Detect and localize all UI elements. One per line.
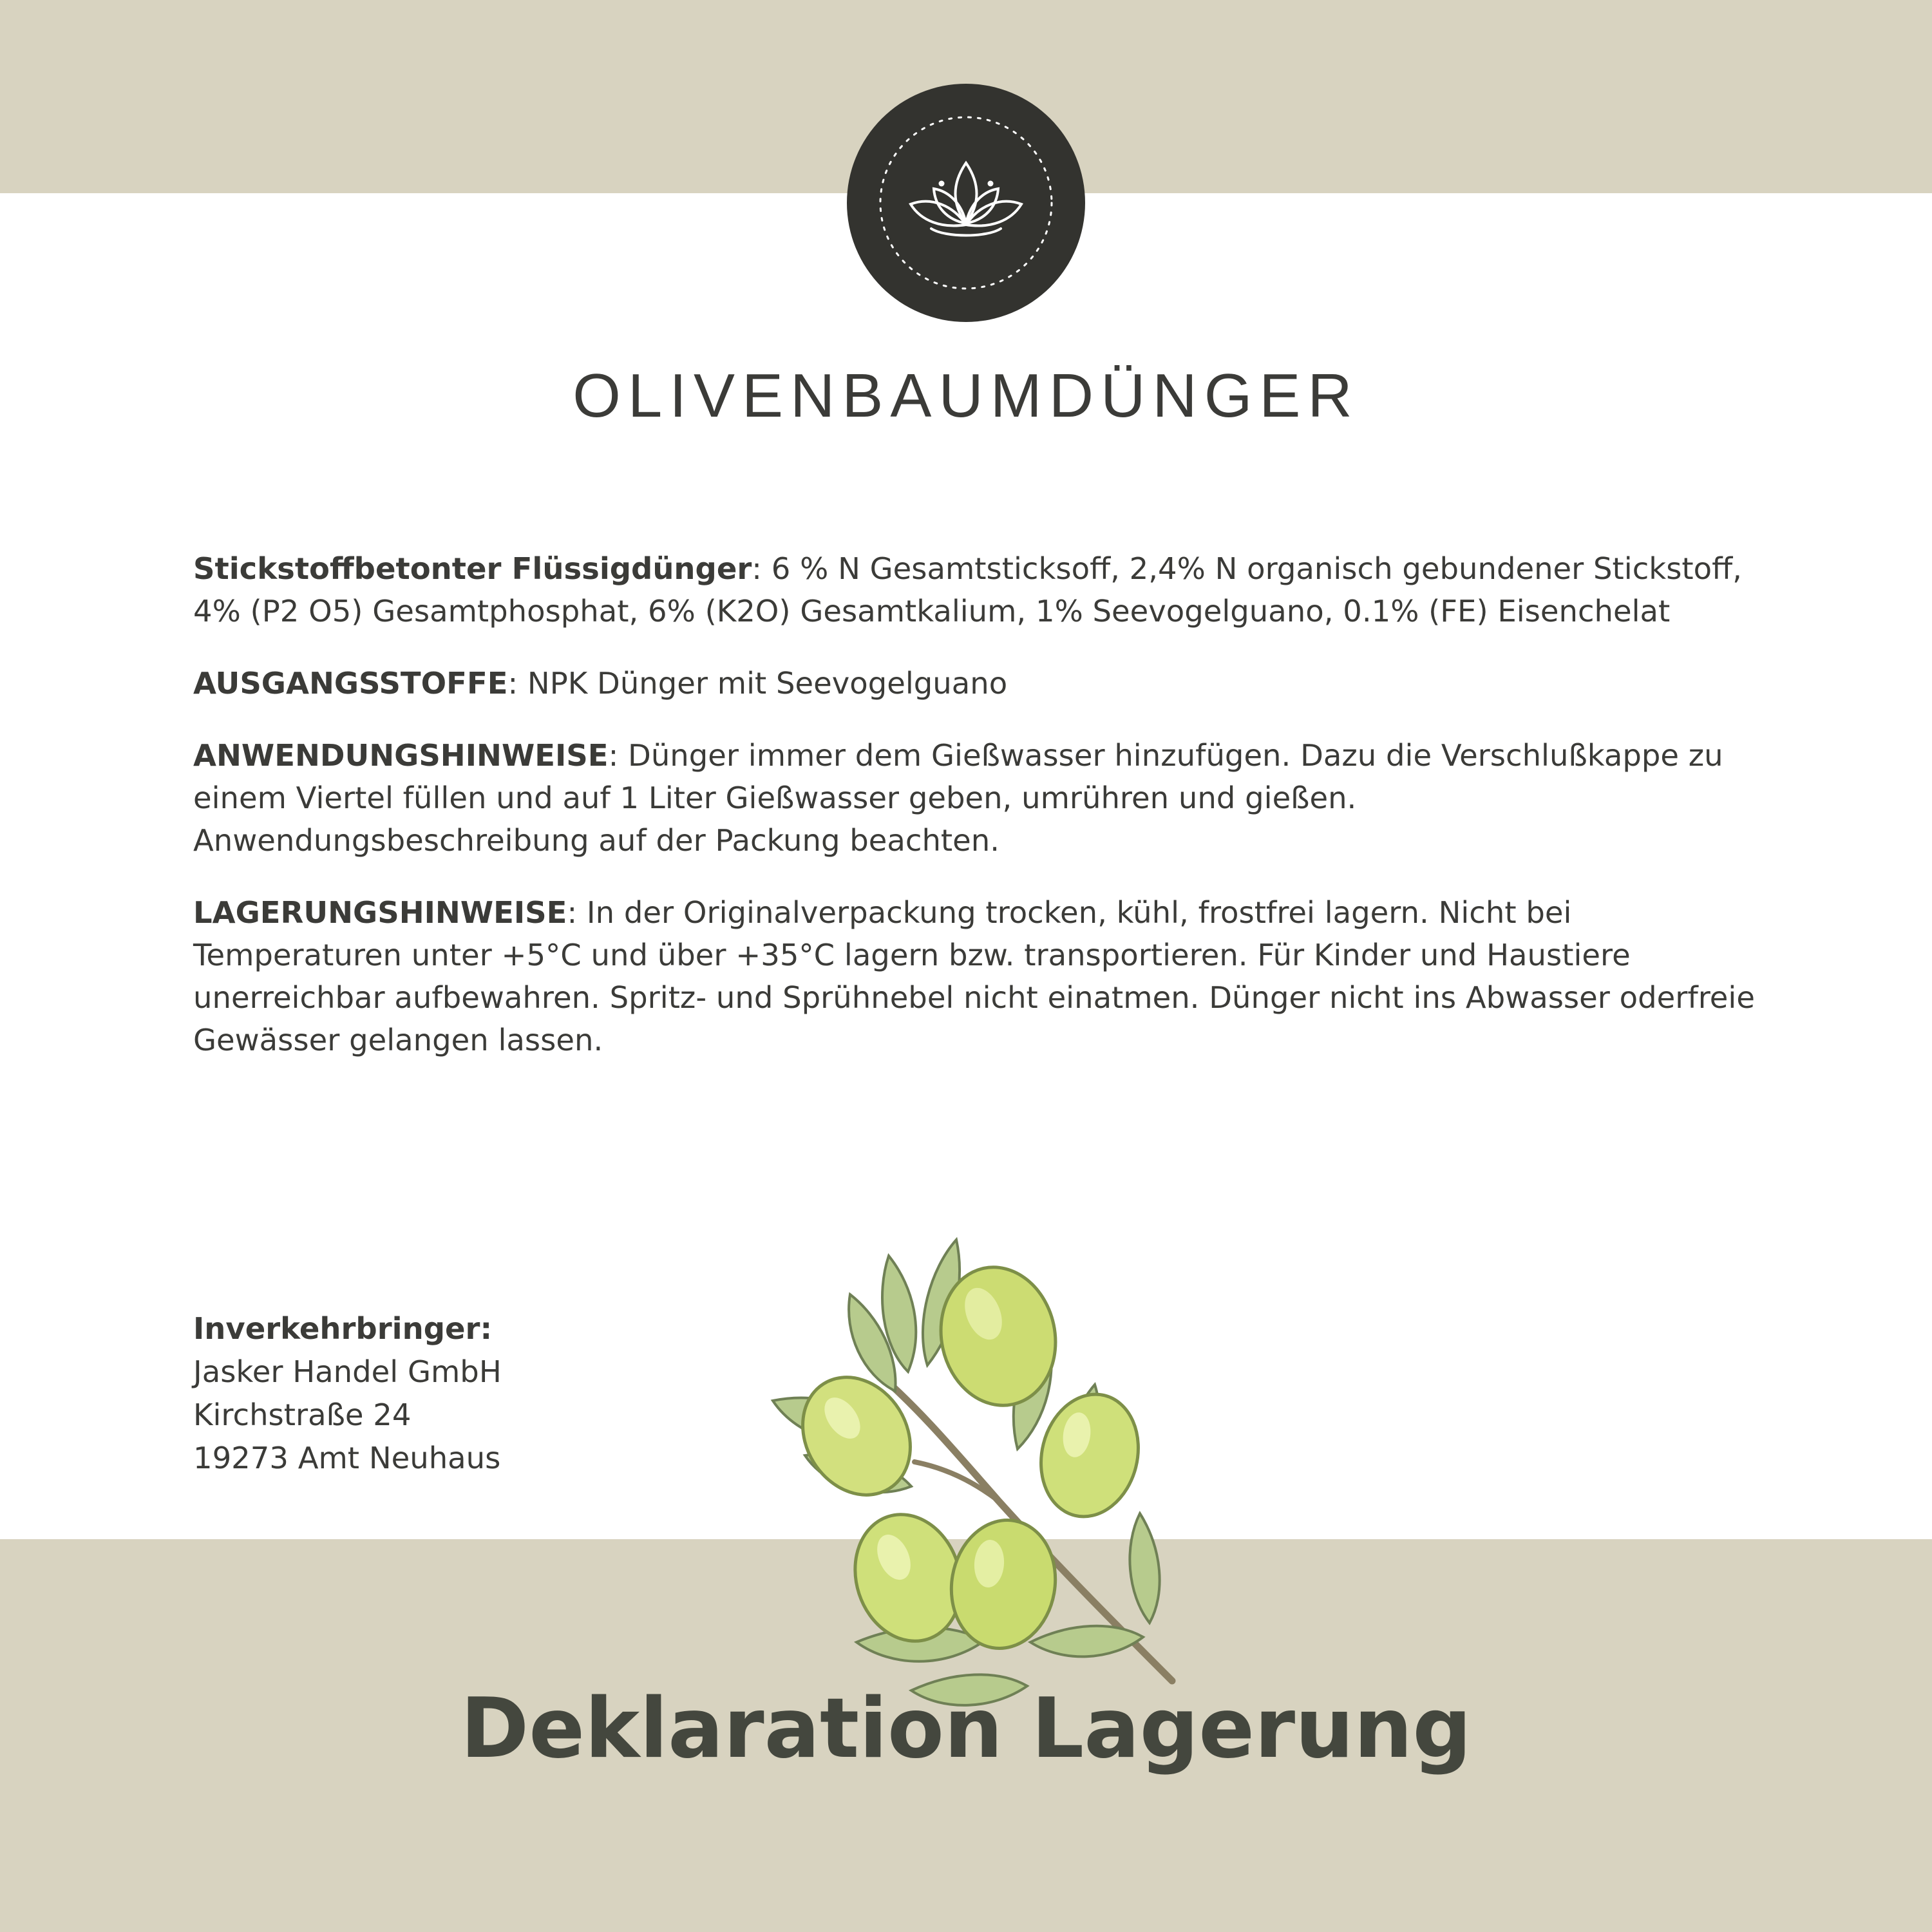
brand-logo xyxy=(847,84,1085,322)
footer-title: Deklaration Lagerung xyxy=(460,1681,1472,1777)
lotus-flower-icon xyxy=(869,106,1063,299)
paragraph-body: : 6 % N Gesamtsticksoff, 2,4% N organisch gebundener Stickstoff, 4% (P2 O5) Gesamtphosphat, 6% (K2O) Gesamtkalium, 1% Seevogelguano, 0.1% (FE) Eisenchelat xyxy=(193,551,1742,629)
paragraph-body: : Dünger immer dem Gießwasser hinzufügen. Dazu die Verschlußkappe zu einem Viertel füllen und auf 1 Liter Gießwasser geben, umrühren und gießen. Anwendungsbeschreibung auf der Packung beachten. xyxy=(193,738,1723,858)
page-title: OLIVENBAUMDÜNGER xyxy=(573,361,1359,430)
distributor-company: Jasker Handel GmbH xyxy=(193,1354,502,1389)
paragraph-body: : NPK Dünger mit Seevogelguano xyxy=(507,666,1008,701)
paragraph-lead: LAGERUNGSHINWEISE xyxy=(193,895,567,931)
distributor-city: 19273 Amt Neuhaus xyxy=(193,1440,501,1475)
paragraph-storage xyxy=(193,891,1758,1061)
paragraph-raw-materials xyxy=(193,662,1758,705)
declaration-text xyxy=(193,547,1758,1061)
distributor-street: Kirchstraße 24 xyxy=(193,1397,412,1432)
distributor-heading: Inverkehrbringer: xyxy=(193,1311,493,1346)
paragraph-composition xyxy=(193,547,1758,632)
paragraph-lead: AUSGANGSSTOFFE xyxy=(193,666,508,701)
paragraph-body: : In der Originalverpackung trocken, kühl, frostfrei lagern. Nicht bei Temperaturen unter +5°C und über +35°C lagern bzw. transportieren. Für Kinder und Haustiere unerreichbar aufbewahren. Spritz- und Sprühnebel nicht einatmen. Dünger nicht ins Abwasser oderfreie Gewässer gelangen lassen. xyxy=(193,895,1755,1058)
distributor-block xyxy=(193,1307,966,1480)
paragraph-lead: Stickstoffbetonter Flüssigdünger xyxy=(193,551,752,586)
paragraph-usage xyxy=(193,734,1758,862)
paragraph-lead: ANWENDUNGSHINWEISE xyxy=(193,738,609,773)
